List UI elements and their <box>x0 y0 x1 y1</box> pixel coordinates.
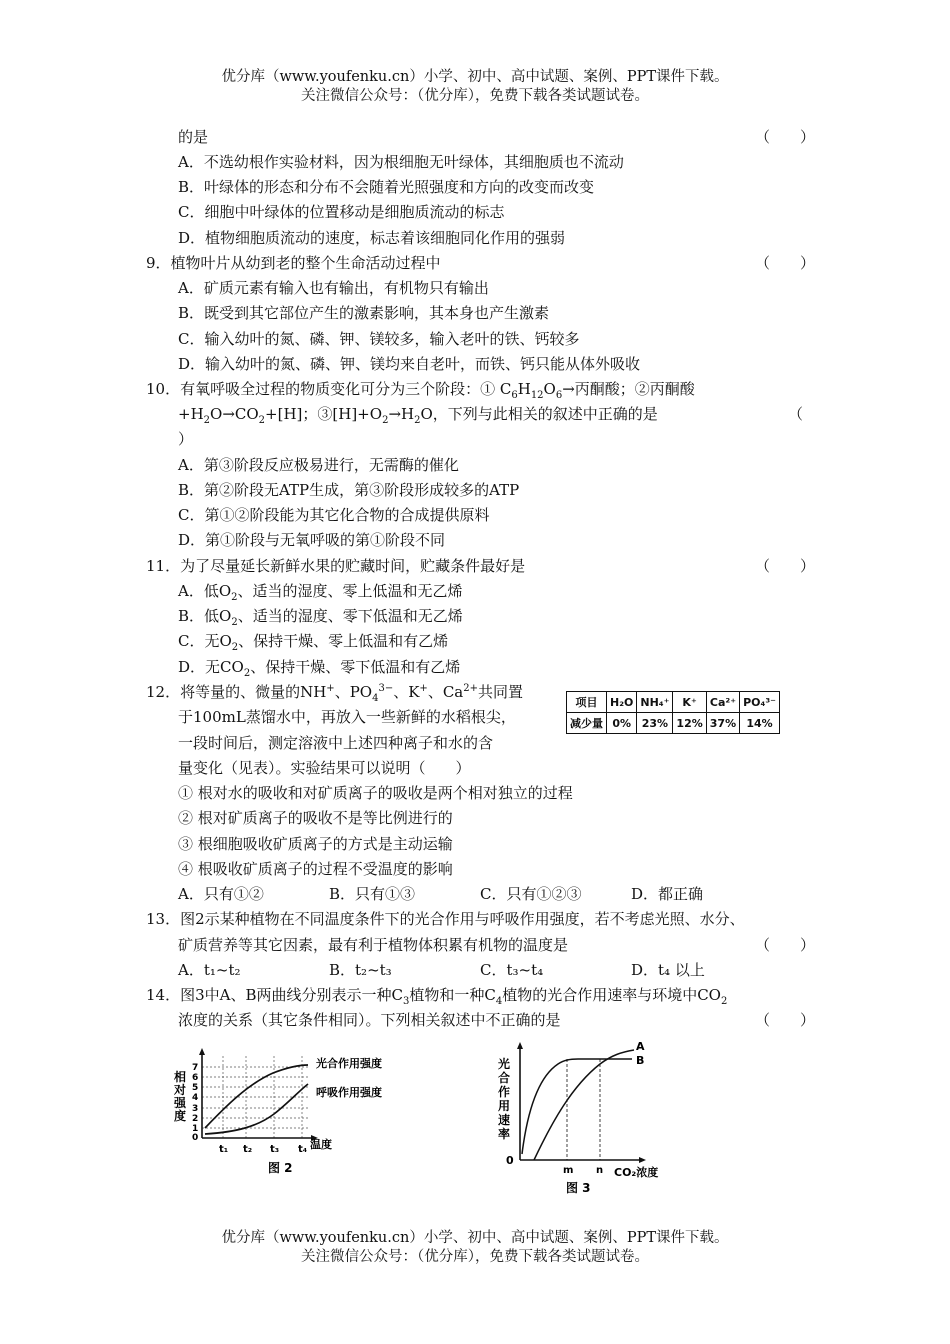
q12-stem-line-3: 一段时间后，测定溶液中上述四种离子和水的含 <box>178 734 494 752</box>
q9-option-b: B．既受到其它部位产生的激素影响，其本身也产生激素 <box>178 304 550 322</box>
fig2-ytick: 2 <box>192 1114 199 1124</box>
q8-option-d: D．植物细胞质流动的速度，标志着该细胞同化作用的强弱 <box>178 229 566 247</box>
footer-line-1: 优分库（www.youfenku.cn）小学、初中、高中试题、案例、PPT课件下载。 <box>221 1230 729 1246</box>
header-line-2: 关注微信公众号：（优分库），免费下载各类试题试卷。 <box>301 88 649 104</box>
fig2-ytick: 4 <box>192 1093 199 1103</box>
q12-stem-line-1: 12．将等量的、微量的NH+、$PO_4^{3-}$、K+、$Ca^{2+}$共同置 <box>146 683 523 704</box>
fig2-xlabel: 温度 <box>310 1138 332 1151</box>
q10-stem-line-2: $+H_2O\to CO_2+[H]$；$③[H]+O_2\to H_2O$，下列与此相关的叙述中正确的是 <box>178 405 658 426</box>
header-line-1: 优分库（www.youfenku.cn）小学、初中、高中试题、案例、PPT课件下载。 <box>221 69 729 85</box>
fig3-curve-b <box>522 1059 632 1154</box>
q10-option-a: A．第③阶段反应极易进行，无需酶的催化 <box>178 456 459 474</box>
table-cell: H₂O <box>607 692 637 713</box>
q11-option-c: C．无$O_2$、保持干燥、零上低温和有乙烯 <box>178 632 449 653</box>
q10-stem-line-1: 10．有氧呼吸全过程的物质变化可分为三个阶段：① $C_6H_{12}O_6\to$丙酮酸；②丙酮酸 <box>146 380 695 401</box>
fig2-ytick: 6 <box>192 1073 199 1083</box>
q9-stem: 9．植物叶片从幼到老的整个生命活动过程中 <box>146 254 441 272</box>
fig3-y-arrow <box>517 1042 523 1049</box>
q13-stem-line-1: 13．图2示某种植物在不同温度条件下的光合作用与呼吸作用强度，若不考虑光照、水分、 <box>146 910 745 928</box>
fig2-ylabel-1: 相 <box>174 1070 187 1084</box>
footer-line-2: 关注微信公众号：（优分库），免费下载各类试题试卷。 <box>301 1249 649 1265</box>
table-cell: 14% <box>740 713 780 734</box>
q11-answer-paren: （ ） <box>755 557 816 575</box>
q12-option-d: D．都正确 <box>631 885 704 903</box>
table-header-row <box>567 692 780 713</box>
q11-stem: 11．为了尽量延长新鲜水果的贮藏时间，贮藏条件最好是 <box>146 557 526 575</box>
q13-option-b: B．t₂~t₃ <box>329 961 392 979</box>
fig3-ylabel-2: 合 <box>498 1071 511 1085</box>
q11-option-a: A．低$O_2$、适当的湿度、零上低温和无乙烯 <box>178 582 463 603</box>
q12-option-b: B．只有①③ <box>329 885 416 903</box>
fig2-y-arrow <box>199 1048 205 1055</box>
fig2-xtick: t₂ <box>243 1144 253 1155</box>
table-cell: 项目 <box>567 692 607 713</box>
fig2-ylabel-4: 度 <box>174 1109 187 1123</box>
q9-answer-paren: （ ） <box>755 254 816 272</box>
fig2-xtick: t₄ <box>298 1144 308 1155</box>
q13-option-a: A．t₁~t₂ <box>178 961 241 979</box>
q12-statement-3: ③ 根细胞吸收矿质离子的方式是主动运输 <box>178 835 453 853</box>
q8-option-b: B．叶绿体的形态和分布不会随着光照强度和方向的改变而改变 <box>178 178 595 196</box>
table-cell: K⁺ <box>673 692 706 713</box>
q8-option-a: A．不选幼根作实验材料，因为根细胞无叶绿体，其细胞质也不流动 <box>178 153 624 171</box>
fig2-ytick: 7 <box>192 1063 199 1073</box>
q8-option-c: C．细胞中叶绿体的位置移动是细胞质流动的标志 <box>178 203 505 221</box>
q10-option-d: D．第①阶段与无氧呼吸的第①阶段不同 <box>178 531 446 549</box>
q12-option-a: A．只有①② <box>178 885 264 903</box>
fig3-curve-a <box>534 1050 634 1160</box>
fig2-curve1-label: 光合作用强度 <box>316 1057 382 1070</box>
fig2-xtick: t₃ <box>270 1144 280 1155</box>
q10-paren-open: （ <box>788 405 804 423</box>
table-cell: 12% <box>673 713 706 734</box>
table-row <box>567 713 780 734</box>
fig3-m-label: m <box>563 1165 574 1176</box>
q12-statement-1: ① 根对水的吸收和对矿质离子的吸收是两个相对独立的过程 <box>178 784 573 802</box>
q13-option-c: C．t₃~t₄ <box>480 961 544 979</box>
q13-answer-paren: （ ） <box>755 936 816 954</box>
fig2-ylabel-2: 对 <box>174 1083 187 1097</box>
fig2-xtick: t₁ <box>219 1144 229 1155</box>
table-cell: PO₄³⁻ <box>740 692 780 713</box>
fig2-ytick: 1 <box>192 1124 199 1134</box>
fig2-caption: 图 2 <box>268 1161 293 1175</box>
table-cell: Ca²⁺ <box>706 692 739 713</box>
q12-statement-4: ④ 根吸收矿质离子的过程不受温度的影响 <box>178 860 453 878</box>
q10-paren-close: ） <box>178 430 194 448</box>
q9-option-c: C．输入幼叶的氮、磷、钾、镁较多，输入老叶的铁、钙较多 <box>178 330 580 348</box>
q12-stem-line-4: 量变化（见表）。实验结果可以说明（ ） <box>178 759 471 777</box>
fig3-n-label: n <box>596 1165 604 1176</box>
fig3-ylabel-5: 速 <box>498 1113 511 1127</box>
figure-2 <box>168 1036 408 1178</box>
q14-stem-line-1: 14．图3中A、B两曲线分别表示一种$C_3$植物和一种$C_4$植物的光合作用速率与环境中$CO_2$ <box>146 986 728 1007</box>
q14-stem-line-2: 浓度的关系（其它条件相同）。下列相关叙述中不正确的是 <box>178 1011 561 1029</box>
table-cell: NH₄⁺ <box>637 692 673 713</box>
table-cell: 23% <box>637 713 673 734</box>
q11-option-b: B．低$O_2$、适当的湿度、零下低温和无乙烯 <box>178 607 463 628</box>
q9-option-a: A．矿质元素有输入也有输出，有机物只有输出 <box>178 279 489 297</box>
fig3-x-arrow <box>639 1157 646 1163</box>
fig3-caption: 图 3 <box>566 1181 591 1195</box>
q14-answer-paren: （ ） <box>755 1011 816 1029</box>
table-cell: 0% <box>607 713 637 734</box>
fig2-photosynthesis-curve <box>205 1065 308 1128</box>
q10-option-c: C．第①②阶段能为其它化合物的合成提供原料 <box>178 506 490 524</box>
q12-stem-line-2: 于100mL蒸馏水中，再放入一些新鲜的水稻根尖， <box>178 708 516 726</box>
fig3-ylabel-3: 作 <box>498 1085 511 1099</box>
table-cell: 37% <box>706 713 739 734</box>
q12-option-c: C．只有①②③ <box>480 885 582 903</box>
fig3-ylabel-1: 光 <box>498 1057 511 1071</box>
table-cell: 减少量 <box>567 713 607 734</box>
fig2-curve2-label: 呼吸作用强度 <box>316 1086 382 1099</box>
fig3-xlabel: CO₂浓度 <box>614 1166 659 1179</box>
q9-option-d: D．输入幼叶的氮、磷、钾、镁均来自老叶，而铁、钙只能从体外吸收 <box>178 355 641 373</box>
fig3-label-b: B <box>636 1054 645 1067</box>
q10-option-b: B．第②阶段无ATP生成，第③阶段形成较多的ATP <box>178 481 520 499</box>
fig2-ytick: 3 <box>192 1104 199 1114</box>
q12-statement-2: ② 根对矿质离子的吸收不是等比例进行的 <box>178 809 453 827</box>
q8-stem-end: 的是 <box>178 128 209 146</box>
q11-option-d: D．无$CO_2$、保持干燥、零下低温和有乙烯 <box>178 658 461 679</box>
fig3-ylabel-4: 用 <box>498 1099 511 1113</box>
ion-table <box>566 691 780 734</box>
q13-option-d: D．t₄ 以上 <box>631 961 705 979</box>
fig2-ytick: 5 <box>192 1083 199 1093</box>
fig3-origin: 0 <box>506 1154 514 1167</box>
fig3-label-a: A <box>636 1040 645 1053</box>
fig2-ylabel-3: 强 <box>174 1096 187 1110</box>
fig2-ytick: 0 <box>192 1133 199 1143</box>
fig3-ylabel-6: 率 <box>498 1127 511 1141</box>
q8-answer-paren: （ ） <box>755 128 816 146</box>
figure-3 <box>492 1036 692 1196</box>
q13-stem-line-2: 矿质营养等其它因素，最有利于植物体积累有机物的温度是 <box>178 936 569 954</box>
fig2-respiration-curve <box>205 1084 308 1134</box>
